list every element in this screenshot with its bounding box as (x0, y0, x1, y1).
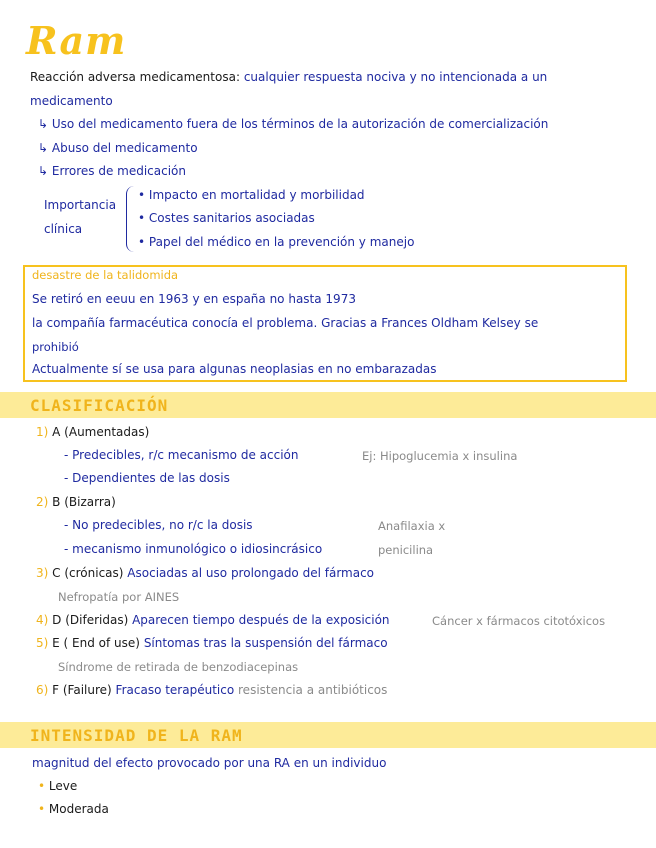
importancia-label: Importancia (44, 198, 117, 212)
definition-term: Reacción adversa medicamentosa: (30, 70, 240, 84)
talidomida-line: Actualmente sí se usa para algunas neoplasias en no embarazadas (32, 362, 437, 376)
talidomida-line: Se retiró en eeuu en 1963 y en españa no hasta 1973 (32, 292, 356, 306)
arrow-icon: ↳ (38, 164, 49, 178)
class-a-sub: - Predecibles, r/c mecanismo de acción (64, 448, 299, 462)
class-b-example: Anafilaxia x (378, 519, 446, 533)
importancia-item: • Costes sanitarios asociadas (138, 211, 315, 225)
definition-line2: medicamento (30, 94, 113, 108)
definition-text: cualquier respuesta nociva y no intencionada a un (243, 70, 548, 84)
importancia-item: • Impacto en mortalidad y morbilidad (138, 188, 365, 202)
definition-line1 (30, 70, 547, 84)
class-f: 6) F (Failure) Fracaso terapéutico resistencia a antibióticos (36, 683, 388, 697)
clasificacion-heading: CLASIFICACIÓN (30, 396, 169, 415)
importancia-label-2: clínica (44, 222, 83, 236)
class-e-example: Síndrome de retirada de benzodiacepinas (58, 660, 299, 674)
class-e: 5) E ( End of use) Síntomas tras la suspensión del fármaco (36, 636, 388, 650)
talidomida-line: la compañía farmacéutica conocía el problema. Gracias a Frances Oldham Kelsey se (32, 316, 539, 330)
intensidad-item: • Moderada (38, 802, 109, 816)
class-a: 1) A (Aumentadas) (36, 425, 150, 439)
talidomida-line: prohibió (32, 340, 79, 354)
brace-icon (126, 186, 135, 252)
use-item: ↳ Abuso del medicamento (38, 141, 198, 155)
class-a-sub: - Dependientes de las dosis (64, 471, 230, 485)
arrow-icon: ↳ (38, 141, 49, 155)
intensidad-text: magnitud del efecto provocado por una RA en un individuo (32, 756, 387, 770)
class-a-example: Ej: Hipoglucemia x insulina (362, 449, 518, 463)
use-item: ↳ Errores de medicación (38, 164, 186, 178)
arrow-icon: ↳ (38, 117, 49, 131)
class-d-example: Cáncer x fármacos citotóxicos (432, 614, 606, 628)
class-b-sub: - No predecibles, no r/c la dosis (64, 518, 253, 532)
class-c-example: Nefropatía por AINES (58, 590, 180, 604)
use-item: ↳ Uso del medicamento fuera de los términos de la autorización de comercialización (38, 117, 549, 131)
importancia-item: • Papel del médico en la prevención y manejo (138, 235, 415, 249)
class-d: 4) D (Diferidas) Aparecen tiempo después de la exposición (36, 613, 390, 627)
talidomida-heading: desastre de la talidomida (32, 268, 179, 282)
class-b-example: penicilina (378, 543, 434, 557)
intensidad-item: • Leve (38, 779, 78, 793)
page-title: Ram (26, 18, 127, 63)
class-c: 3) C (crónicas) Asociadas al uso prolongado del fármaco (36, 566, 375, 580)
class-b-sub: - mecanismo inmunológico o idiosincrásico (64, 542, 323, 556)
intensidad-heading: INTENSIDAD DE LA RAM (30, 726, 243, 745)
class-b: 2) B (Bizarra) (36, 495, 116, 509)
